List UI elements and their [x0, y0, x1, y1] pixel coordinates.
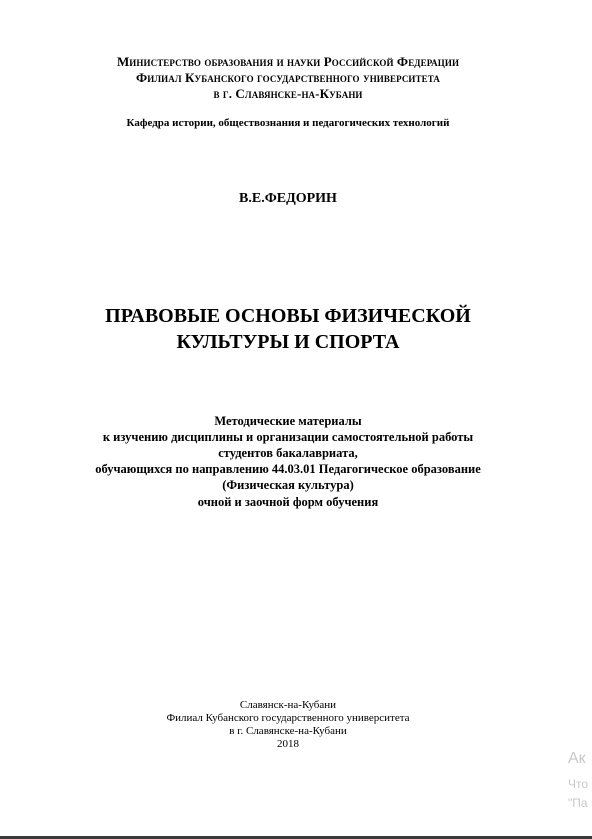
footer-city: Славянск-на-Кубани — [239, 699, 337, 711]
description-line-5: (Физическая культура) — [222, 478, 354, 492]
description-line-2: к изучению дисциплины и организации самостоятельной работы — [102, 430, 474, 444]
document-title-line-2: КУЛЬТУРЫ И СПОРТА — [176, 331, 400, 353]
activation-watermark-line-3: "Па — [568, 796, 588, 810]
ministry-line-2: Филиал Кубанского государственного университета — [136, 70, 440, 85]
description-line-4: обучающихся по направлению 44.03.01 Педагогическое образование — [95, 462, 481, 476]
activation-watermark-line-1: Ак — [568, 750, 586, 767]
description-line-6: очной и заочной форм обучения — [197, 495, 379, 509]
ministry-line-1: Министерство образования и науки Российской Федерации — [116, 54, 460, 69]
description-line-1: Методические материалы — [214, 414, 362, 428]
description-line-3: студентов бакалавриата, — [218, 446, 358, 460]
author-name: В.Е.ФЕДОРИН — [239, 191, 337, 206]
document-title-line-1: ПРАВОВЫЕ ОСНОВЫ ФИЗИЧЕСКОЙ — [105, 305, 471, 327]
department-name: Кафедра истории, обществознания и педагогических технологий — [126, 117, 450, 129]
footer-year: 2018 — [277, 738, 299, 750]
activation-watermark-line-2: Что — [568, 777, 589, 791]
ministry-line-3: в г. Славянске-на-Кубани — [213, 86, 363, 101]
footer-institution: Филиал Кубанского государственного университета — [166, 712, 410, 724]
footer-location: в г. Славянске-на-Кубани — [229, 725, 347, 737]
